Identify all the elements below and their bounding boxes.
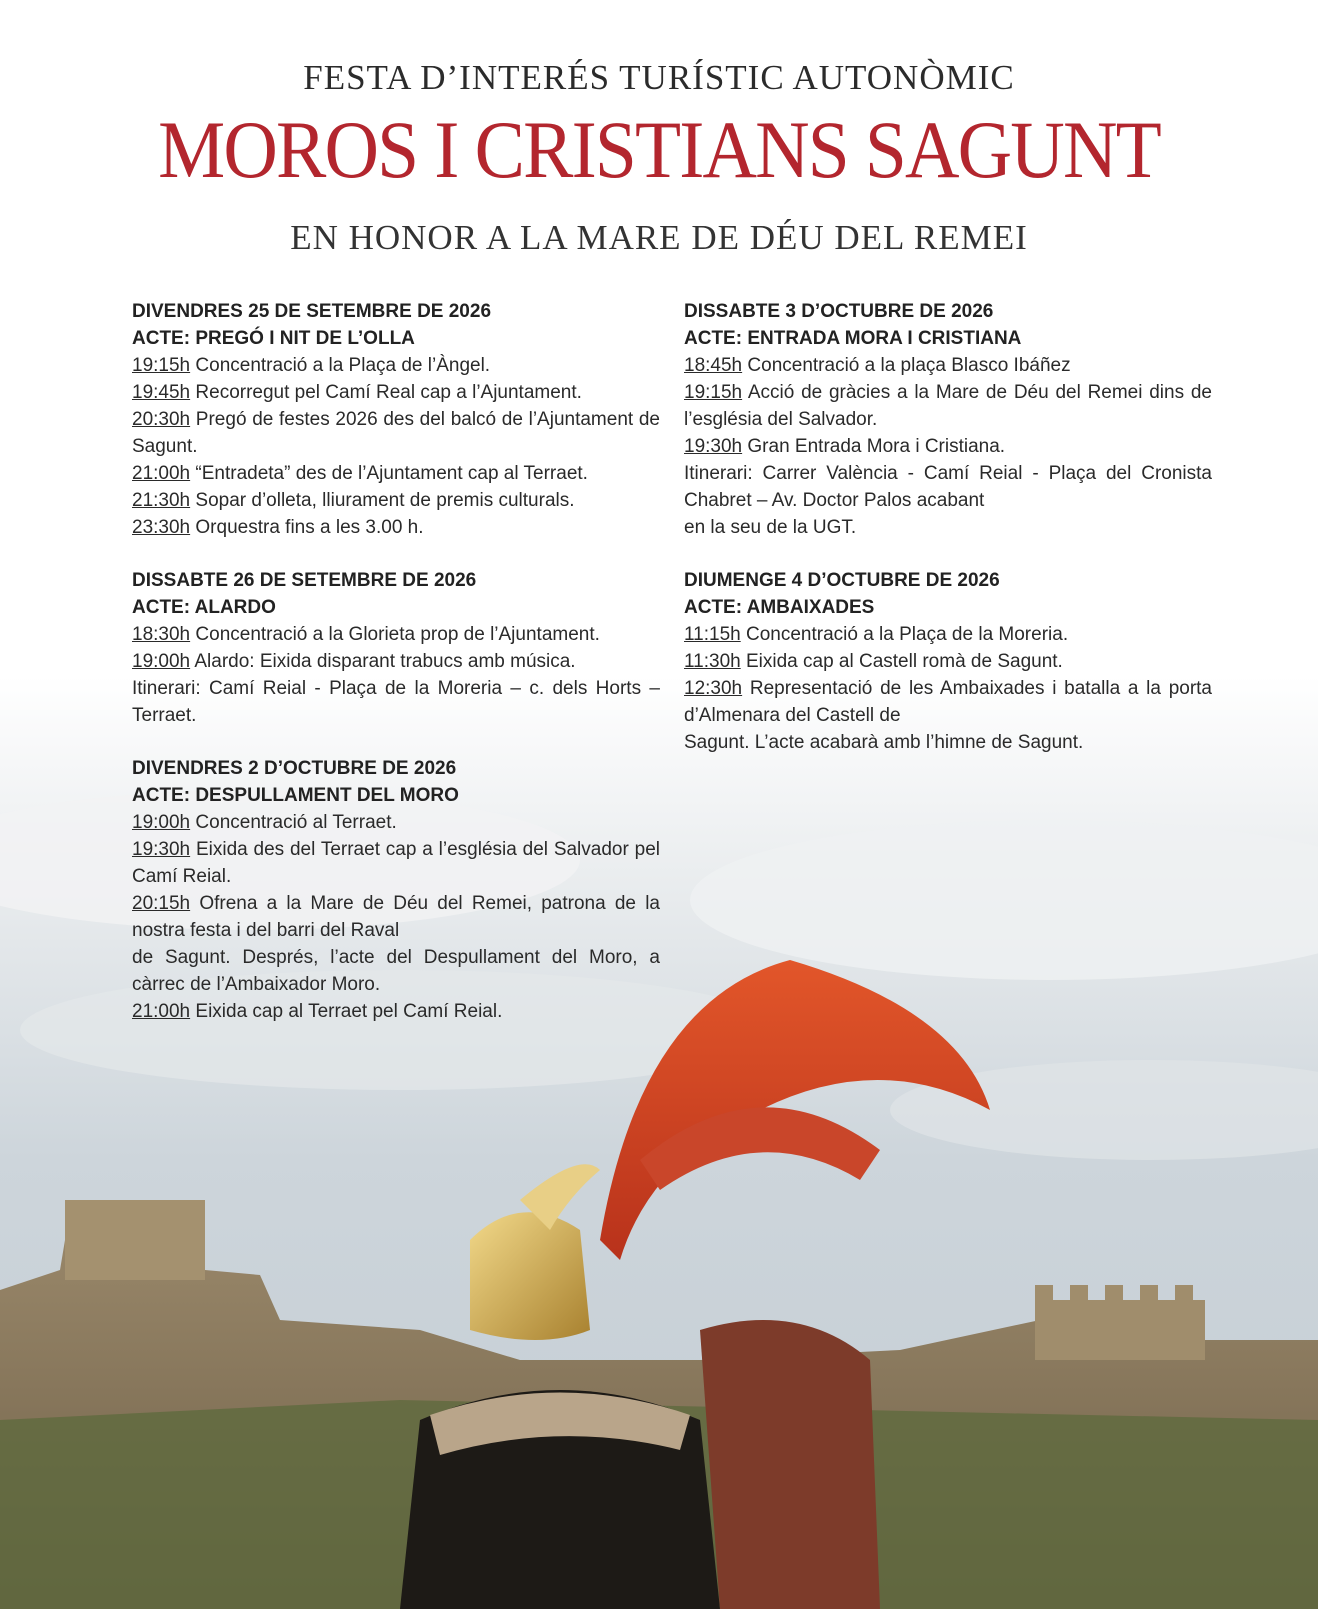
schedule-entry [684, 621, 1212, 648]
schedule-entry [684, 352, 1212, 379]
festival-kicker: FESTA D’INTERÉS TURÍSTIC AUTONÒMIC [303, 58, 1015, 97]
entry-text: Recorregut pel Camí Real cap a l’Ajuntament. [190, 382, 582, 403]
entry-text: Eixida cap al Castell romà de Sagunt. [740, 651, 1063, 672]
day-date: DIUMENGE 4 D’OCTUBRE DE 2026 [684, 570, 1000, 591]
entry-text: Orquestra fins a les 3.00 h. [190, 517, 424, 538]
entry-text: Concentració a la plaça Blasco Ibáñez [742, 355, 1071, 376]
entry-time: 19:30h [132, 839, 191, 860]
entry-time: 18:45h [684, 355, 743, 376]
day-act: ACTE: PREGÓ I NIT DE L’OLLA [132, 328, 415, 349]
entry-time: 19:00h [132, 812, 191, 833]
entry-time: 11:15h [684, 624, 741, 645]
entry-time: 19:15h [684, 382, 743, 403]
entry-text: Concentració al Terraet. [190, 812, 397, 833]
entry-text: Concentració a la Glorieta prop de l’Ajuntament. [190, 624, 600, 645]
entry-text: Concentració a la Plaça de l’Àngel. [190, 355, 491, 376]
entry-time: 18:30h [132, 624, 191, 645]
day-date: DISSABTE 3 D’OCTUBRE DE 2026 [684, 301, 994, 322]
entry-text: Pregó de festes 2026 des del balcó de l’Ajuntament de Sagunt. [132, 409, 660, 457]
schedule-entry [684, 379, 1212, 433]
itinerary-note: en la seu de la UGT. [684, 517, 857, 538]
day-date: DIVENDRES 2 D’OCTUBRE DE 2026 [132, 758, 457, 779]
day-block [132, 755, 660, 1025]
day-block [132, 298, 660, 541]
schedule-entry [132, 998, 660, 1025]
entry-time: 19:30h [684, 436, 743, 457]
entry-time: 21:00h [132, 1001, 191, 1022]
entry-text: Eixida cap al Terraet pel Camí Reial. [190, 1001, 503, 1022]
schedule-entry [684, 648, 1212, 675]
continuation-note: de Sagunt. Després, l’acte del Despullament del Moro, a càrrec de l’Ambaixador Moro. [132, 947, 660, 995]
entry-text: Ofrena a la Mare de Déu del Remei, patrona de la nostra festa i del barri del Raval [132, 893, 660, 941]
itinerary-note: Itinerari: Carrer València - Camí Reial - Plaça del Cronista Chabret – Av. Doctor Palos acabant [684, 463, 1212, 511]
schedule-entry [132, 487, 660, 514]
itinerary-note: Itinerari: Camí Reial - Plaça de la Moreria – c. dels Horts – Terraet. [132, 678, 660, 726]
schedule-entry [132, 460, 660, 487]
entry-time: 23:30h [132, 517, 191, 538]
entry-text: Concentració a la Plaça de la Moreria. [740, 624, 1069, 645]
schedule-entry [132, 621, 660, 648]
schedule-entry [132, 648, 660, 675]
entry-time: 11:30h [684, 651, 741, 672]
entry-time: 19:00h [132, 651, 191, 672]
day-act: ACTE: ALARDO [132, 597, 276, 618]
schedule-entry [684, 433, 1212, 460]
entry-text: Alardo: Eixida disparant trabucs amb música. [190, 651, 576, 672]
continuation-note: Sagunt. L’acte acabarà amb l’himne de Sagunt. [684, 732, 1084, 753]
day-block [684, 567, 1212, 756]
festival-dedication: EN HONOR A LA MARE DE DÉU DEL REMEI [290, 218, 1028, 257]
entry-time: 21:00h [132, 463, 191, 484]
schedule-entry [132, 809, 660, 836]
schedule-entry [132, 836, 660, 890]
schedule-left-column [132, 298, 660, 1051]
day-date: DIVENDRES 25 DE SETEMBRE DE 2026 [132, 301, 492, 322]
entry-text: Eixida des del Terraet cap a l’església del Salvador pel Camí Reial. [132, 839, 660, 887]
entry-text: Sopar d’olleta, lliurament de premis culturals. [190, 490, 575, 511]
schedule-entry [132, 406, 660, 460]
schedule-entry [132, 379, 660, 406]
festival-title: MOROS I CRISTIANS SAGUNT [158, 104, 1160, 195]
entry-time: 21:30h [132, 490, 191, 511]
entry-time: 19:45h [132, 382, 191, 403]
schedule-right-column [684, 298, 1212, 782]
schedule-entry [684, 675, 1212, 729]
day-date: DISSABTE 26 DE SETEMBRE DE 2026 [132, 570, 477, 591]
schedule-entry [132, 890, 660, 944]
entry-text: Gran Entrada Mora i Cristiana. [742, 436, 1006, 457]
entry-text: Acció de gràcies a la Mare de Déu del Remei dins de l’església del Salvador. [684, 382, 1212, 430]
schedule-entry [132, 352, 660, 379]
entry-text: “Entradeta” des de l’Ajuntament cap al Terraet. [190, 463, 588, 484]
day-block [684, 298, 1212, 541]
schedule-entry [132, 514, 660, 541]
entry-time: 20:15h [132, 893, 191, 914]
entry-text: Representació de les Ambaixades i batalla a la porta d’Almenara del Castell de [684, 678, 1212, 726]
day-act: ACTE: DESPULLAMENT DEL MORO [132, 785, 459, 806]
day-act: ACTE: ENTRADA MORA I CRISTIANA [684, 328, 1022, 349]
day-block [132, 567, 660, 729]
entry-time: 20:30h [132, 409, 191, 430]
day-act: ACTE: AMBAIXADES [684, 597, 875, 618]
entry-time: 19:15h [132, 355, 191, 376]
entry-time: 12:30h [684, 678, 743, 699]
